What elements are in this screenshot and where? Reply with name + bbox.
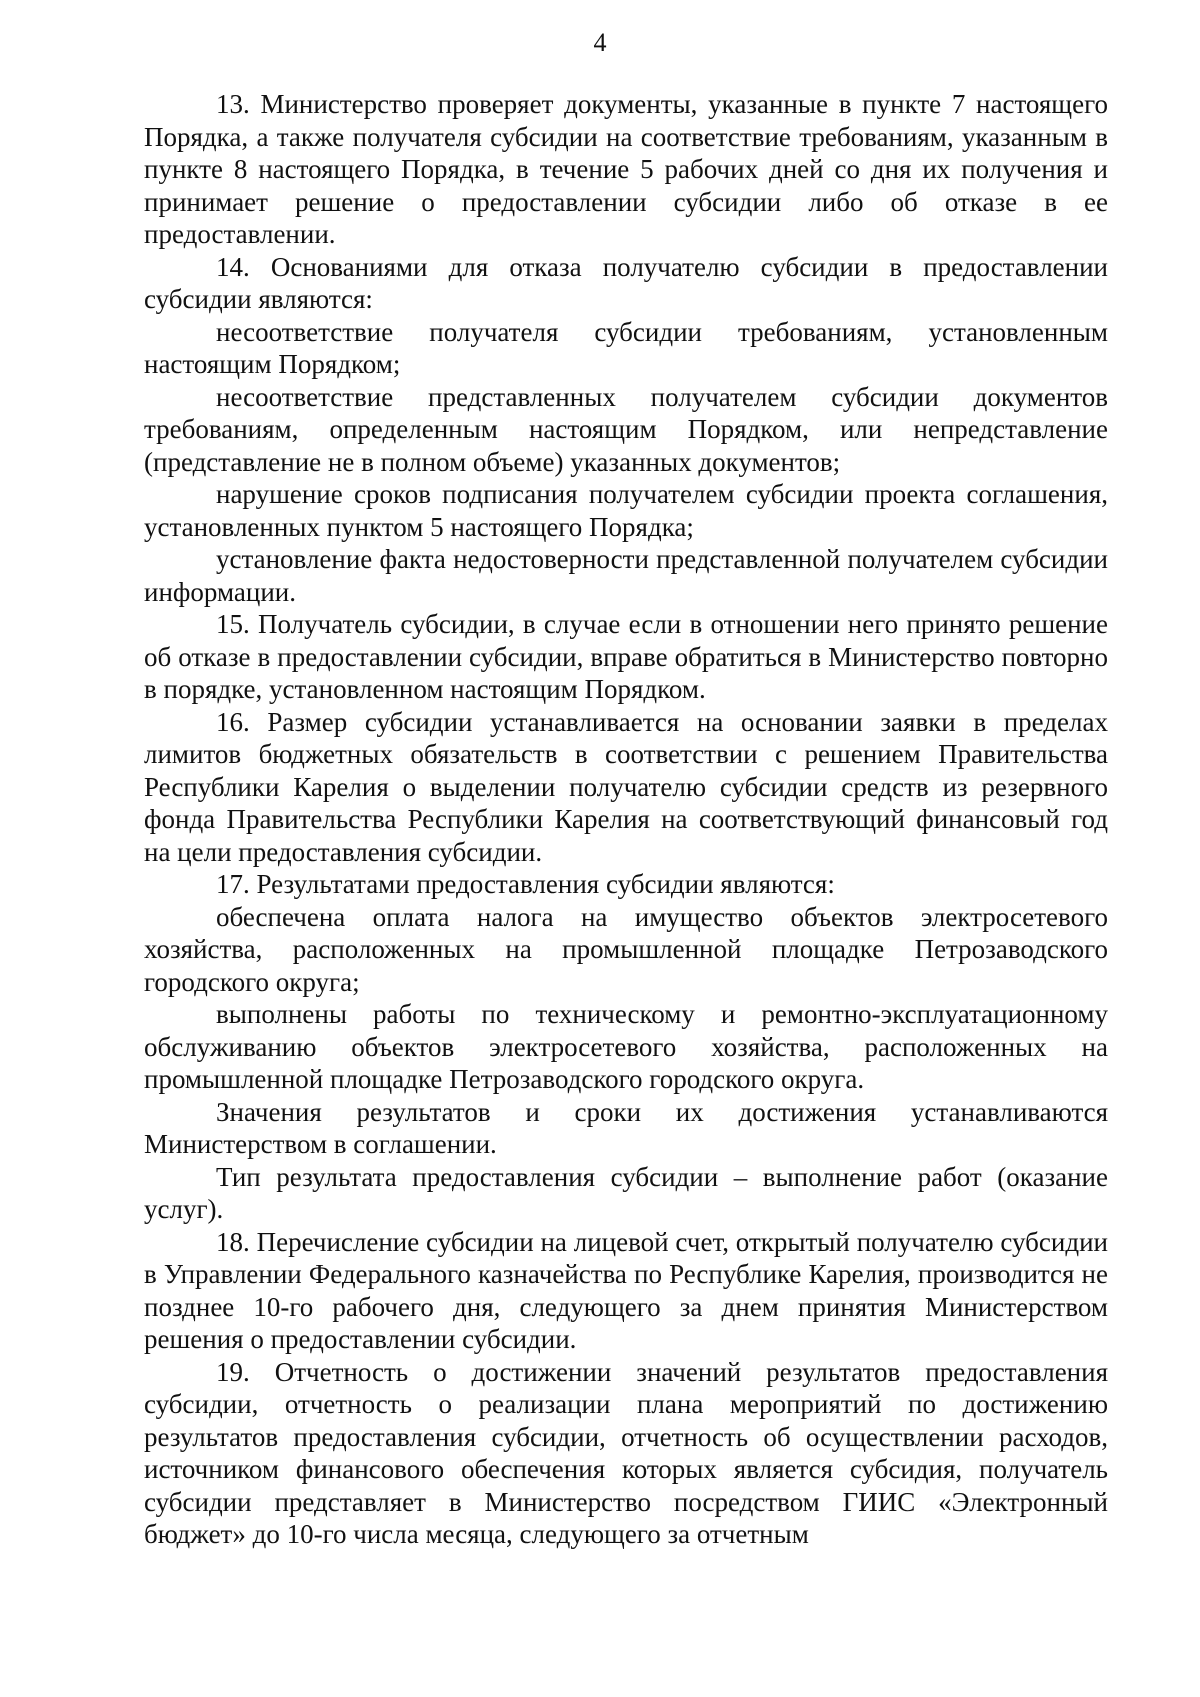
paragraph-result-type: Тип результата предоставления субсидии – выполнение работ (оказание услуг). xyxy=(144,1161,1108,1224)
paragraph-result-values: Значения результатов и сроки их достижения устанавливаются Министерством в соглашении. xyxy=(144,1096,1108,1159)
list-item-false-information: установление факта недостоверности представленной получателем субсидии информации. xyxy=(144,544,1108,607)
page-number: 4 xyxy=(593,28,607,57)
paragraph-15: 15. Получатель субсидии, в случае если в отношении него принято решение об отказе в предоставлении субсидии, вправе обратиться в Министерство повторно в порядке, установленном настоящим Порядком. xyxy=(144,609,1108,704)
paragraph-19: 19. Отчетность о достижении значений результатов предоставления субсидии, отчетность о реализации плана мероприятий по достижению результатов предоставления субсидии, отчетность об осуществлении расходов, источником финансового обеспечения которых является субсидия, получатель субсидии представляет в Министерство посредством ГИИС «Электронный бюджет» до 10-го числа месяца, следующего за отчетным xyxy=(144,1356,1108,1549)
paragraph-17: 17. Результатами предоставления субсидии являются: xyxy=(216,869,835,899)
list-item-signing-deadline-violation: нарушение сроков подписания получателем субсидии проекта соглашения, установленных пунктом 5 настоящего Порядка; xyxy=(144,479,1108,542)
list-item-maintenance-works: выполнены работы по техническому и ремонтно-эксплуатационному обслуживанию объектов электросетевого хозяйства, расположенных на промышленной площадке Петрозаводского городского округа. xyxy=(144,999,1108,1094)
list-item-noncompliance-recipient: несоответствие получателя субсидии требованиям, установленным настоящим Порядком; xyxy=(144,316,1108,379)
list-item-tax-payment: обеспечена оплата налога на имущество объектов электросетевого хозяйства, расположенных на промышленной площадке Петрозаводского городского округа; xyxy=(144,901,1108,997)
paragraph-16: 16. Размер субсидии устанавливается на основании заявки в пределах лимитов бюджетных обязательств в соответствии с решением Правительства Республики Карелия о выделении получателю субсидии средств из резервного фонда Правительства Республики Карелия на соответствующий финансовый год на цели предоставления субсидии. xyxy=(144,706,1108,867)
document-body xyxy=(144,88,1108,1551)
paragraph-14: 14. Основаниями для отказа получателю субсидии в предоставлении субсидии являются: xyxy=(144,251,1108,314)
paragraph-13: 13. Министерство проверяет документы, указанные в пункте 7 настоящего Порядка, а также получателя субсидии на соответствие требованиям, указанным в пункте 8 настоящего Порядка, в течение 5 рабочих дней со дня их получения и принимает решение о предоставлении субсидии либо об отказе в ее предоставлении. xyxy=(144,89,1108,249)
list-item-noncompliance-documents: несоответствие представленных получателем субсидии документов требованиям, определенным настоящим Порядком, или непредставление (представление не в полном объеме) указанных документов; xyxy=(144,381,1108,477)
paragraph-18: 18. Перечисление субсидии на лицевой счет, открытый получателю субсидии в Управлении Федерального казначейства по Республике Карелия, производится не позднее 10-го рабочего дня, следующего за днем принятия Министерством решения о предоставлении субсидии. xyxy=(144,1226,1108,1354)
